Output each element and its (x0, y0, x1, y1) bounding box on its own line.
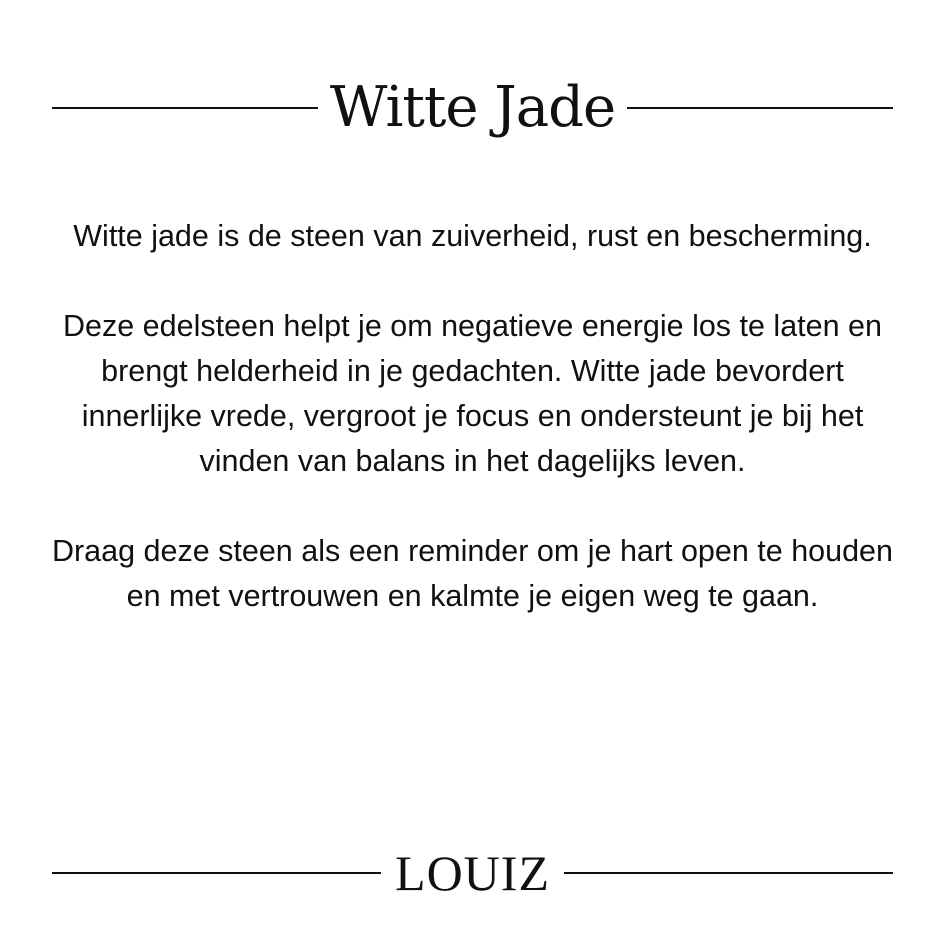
title-divider-right (627, 107, 893, 109)
page-title: Witte Jade (329, 75, 616, 140)
paragraph-reminder: Draag deze steen als een reminder om je hart open te houden en met vertrouwen en kalmte je eigen weg te gaan. (52, 534, 893, 613)
brand-row (52, 838, 893, 908)
paragraph-benefits: Deze edelsteen helpt je om negatieve energie los te laten en brengt helderheid in je gedachten. Witte jade bevordert innerlijke vrede, vergroot je focus en ondersteunt je bij het vinden van balans in het dagelijks leven. (63, 309, 882, 478)
brand-logo: LOUIZ (395, 845, 550, 901)
paragraph-intro: Witte jade is de steen van zuiverheid, rust en bescherming. (73, 219, 872, 253)
description (40, 214, 905, 619)
title-divider-left (52, 107, 318, 109)
brand-divider-right (564, 872, 893, 874)
title-row (52, 68, 893, 148)
brand-divider-left (52, 872, 381, 874)
